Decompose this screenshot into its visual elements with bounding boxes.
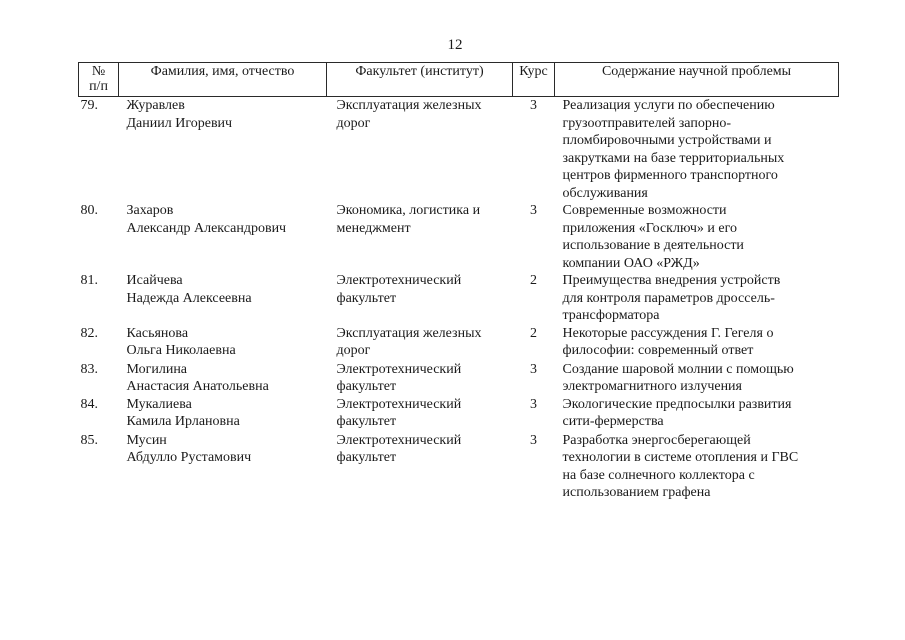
header-full-name: Фамилия, имя, отчество (119, 63, 327, 97)
research-topic: Современные возможности приложения «Госключ» и его использование в деятельности компании ОАО «РЖД» (562, 203, 744, 271)
student-name: Журавлев Даниил Игоревич (126, 98, 233, 131)
course: 2 (530, 273, 537, 288)
table-row (79, 432, 839, 502)
table-row (79, 325, 839, 361)
table-row (79, 361, 839, 396)
students-table (78, 62, 838, 502)
research-topic: Преимущества внедрения устройств для контроля параметров дроссель- трансформатора (562, 273, 781, 323)
course: 3 (530, 98, 537, 113)
research-topic: Экологические предпосылки развития сити-фермерства (562, 396, 792, 429)
header-faculty: Факультет (институт) (327, 63, 513, 97)
student-name: Мукалиева Камила Ирлановна (126, 396, 240, 429)
row-number: 85. (80, 432, 98, 448)
table-row (79, 97, 839, 203)
faculty: Эксплуатация железных дорог (336, 98, 482, 131)
faculty: Эксплуатация железных дорог (336, 325, 482, 358)
research-topic: Некоторые рассуждения Г. Гегеля о философии: современный ответ (562, 325, 774, 358)
course: 3 (530, 203, 537, 218)
course: 3 (530, 361, 537, 377)
student-name: Захаров Александр Александрович (126, 203, 287, 236)
research-topics-table (78, 62, 839, 502)
table-row (79, 396, 839, 432)
table-row (79, 202, 839, 272)
header-topic: Содержание научной проблемы (555, 63, 839, 97)
table-header-row (79, 63, 839, 97)
faculty: Электротехнический факультет (336, 273, 462, 306)
faculty: Электротехнический факультет (336, 432, 462, 465)
faculty: Электротехнический факультет (336, 396, 462, 429)
faculty: Экономика, логистика и менеджмент (336, 203, 481, 236)
row-number: 83. (80, 361, 98, 377)
research-topic: Создание шаровой молнии с помощью электромагнитного излучения (562, 361, 794, 394)
course: 3 (530, 432, 537, 448)
faculty: Электротехнический факультет (336, 361, 462, 394)
student-name: Касьянова Ольга Николаевна (126, 325, 236, 358)
research-topic: Реализация услуги по обеспечению грузоотправителей запорно- пломбировочными устройствами и закрутками на базе территориальных центров фирменного транспортного обслуживания (562, 98, 785, 201)
row-number: 79. (80, 98, 98, 113)
course: 3 (530, 396, 537, 412)
student-name: Мусин Абдулло Рустамович (126, 432, 252, 465)
row-number: 82. (80, 325, 98, 341)
student-name: Исайчева Надежда Алексеевна (126, 273, 252, 306)
header-course: Курс (513, 63, 555, 97)
row-number: 81. (80, 273, 98, 288)
research-topic: Разработка энергосберегающей технологии в системе отопления и ГВС на базе солнечного коллектора с использованием графена (562, 432, 799, 500)
student-name: Могилина Анастасия Анатольевна (126, 361, 269, 394)
table-row (79, 272, 839, 325)
course: 2 (530, 325, 537, 341)
header-number: № п/п (79, 63, 119, 97)
row-number: 84. (80, 396, 98, 412)
page-number: 12 (447, 37, 463, 53)
row-number: 80. (80, 203, 98, 218)
